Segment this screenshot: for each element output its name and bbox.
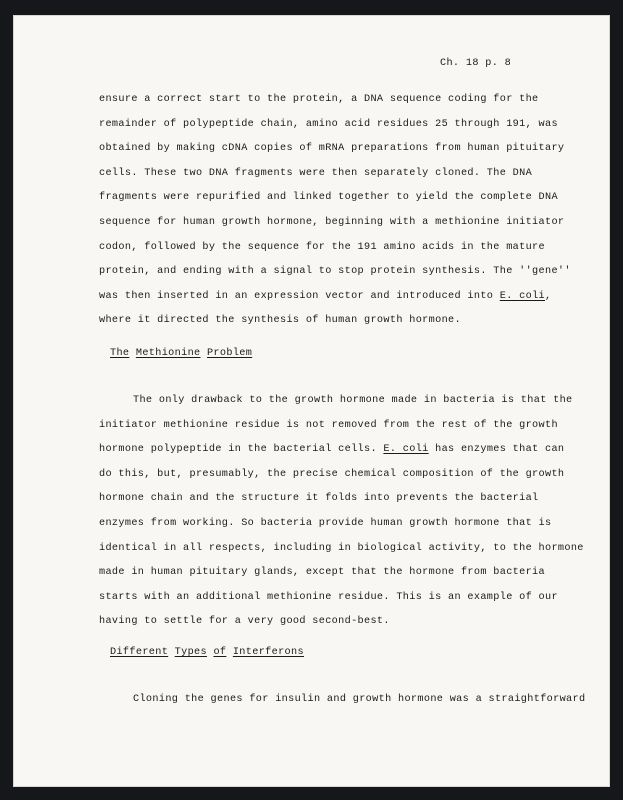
paragraph-line: initiator methionine residue is not removed from the rest of the growth xyxy=(99,419,558,431)
paragraph-line: obtained by making cDNA copies of mRNA preparations from human pituitary xyxy=(99,143,565,155)
paragraph-line: ensure a correct start to the protein, a DNA sequence coding for the xyxy=(99,94,539,105)
heading-word: Methionine xyxy=(135,348,201,359)
e-coli-underlined: E. coli xyxy=(383,444,429,456)
heading-word: The xyxy=(110,348,130,359)
paragraph-line: cells. These two DNA fragments were then separately cloned. The DNA xyxy=(99,167,533,179)
paragraph-line: identical in all respects, including in biological activity, to the hormone xyxy=(99,542,584,554)
line-prefix: hormone polypeptide in the bacterial cells. xyxy=(99,444,384,456)
paragraph-line: where it directed the synthesis of human growth hormone. xyxy=(99,315,461,327)
paragraph-line: Cloning the genes for insulin and growth hormone was a straightforward xyxy=(133,694,586,705)
section-heading-different-types-of-interferons xyxy=(110,645,304,661)
paragraph-line: protein, and ending with a signal to stop protein synthesis. The ''gene'' xyxy=(99,266,571,278)
paragraph-line: hormone chain and the structure it folds into prevents the bacterial xyxy=(99,493,539,505)
paragraph-line: remainder of polypeptide chain, amino acid residues 25 through 191, was xyxy=(99,118,558,130)
paragraph-line: sequence for human growth hormone, beginning with a methionine initiator xyxy=(99,216,565,228)
e-coli-underlined: E. coli xyxy=(499,290,545,302)
paragraph-section-3 xyxy=(99,692,586,717)
paragraph-section-2 xyxy=(99,393,584,639)
paragraph-line: do this, but, presumably, the precise chemical composition of the growth xyxy=(99,468,565,480)
paragraph-line xyxy=(99,289,557,314)
paragraph-line: starts with an additional methionine residue. This is an example of our xyxy=(99,591,558,603)
section-heading-methionine-problem xyxy=(110,346,252,362)
line-suffix: , xyxy=(545,290,552,302)
heading-word: Different xyxy=(110,647,169,658)
paragraph-line: made in human pituitary glands, except that the hormone from bacteria xyxy=(99,567,545,579)
paragraph-section-1 xyxy=(99,92,571,338)
heading-word: of xyxy=(213,647,227,658)
page-header: Ch. 18 p. 8 xyxy=(440,58,512,69)
line-prefix: was then inserted in an expression vector and introduced into xyxy=(99,290,500,302)
paragraph-line: fragments were repurified and linked together to yield the complete DNA xyxy=(99,192,558,204)
line-suffix: has enzymes that can xyxy=(428,444,565,456)
paragraph-line: The only drawback to the growth hormone made in bacteria is that the xyxy=(133,395,573,406)
heading-word: Types xyxy=(174,647,207,658)
paragraph-line xyxy=(99,442,565,467)
heading-word: Problem xyxy=(206,348,253,359)
paragraph-line: enzymes from working. So bacteria provide human growth hormone that is xyxy=(99,517,552,529)
heading-word: Interferons xyxy=(232,647,304,658)
paragraph-line: codon, followed by the sequence for the 191 amino acids in the mature xyxy=(99,241,545,253)
paragraph-line: having to settle for a very good second-best. xyxy=(99,616,390,628)
